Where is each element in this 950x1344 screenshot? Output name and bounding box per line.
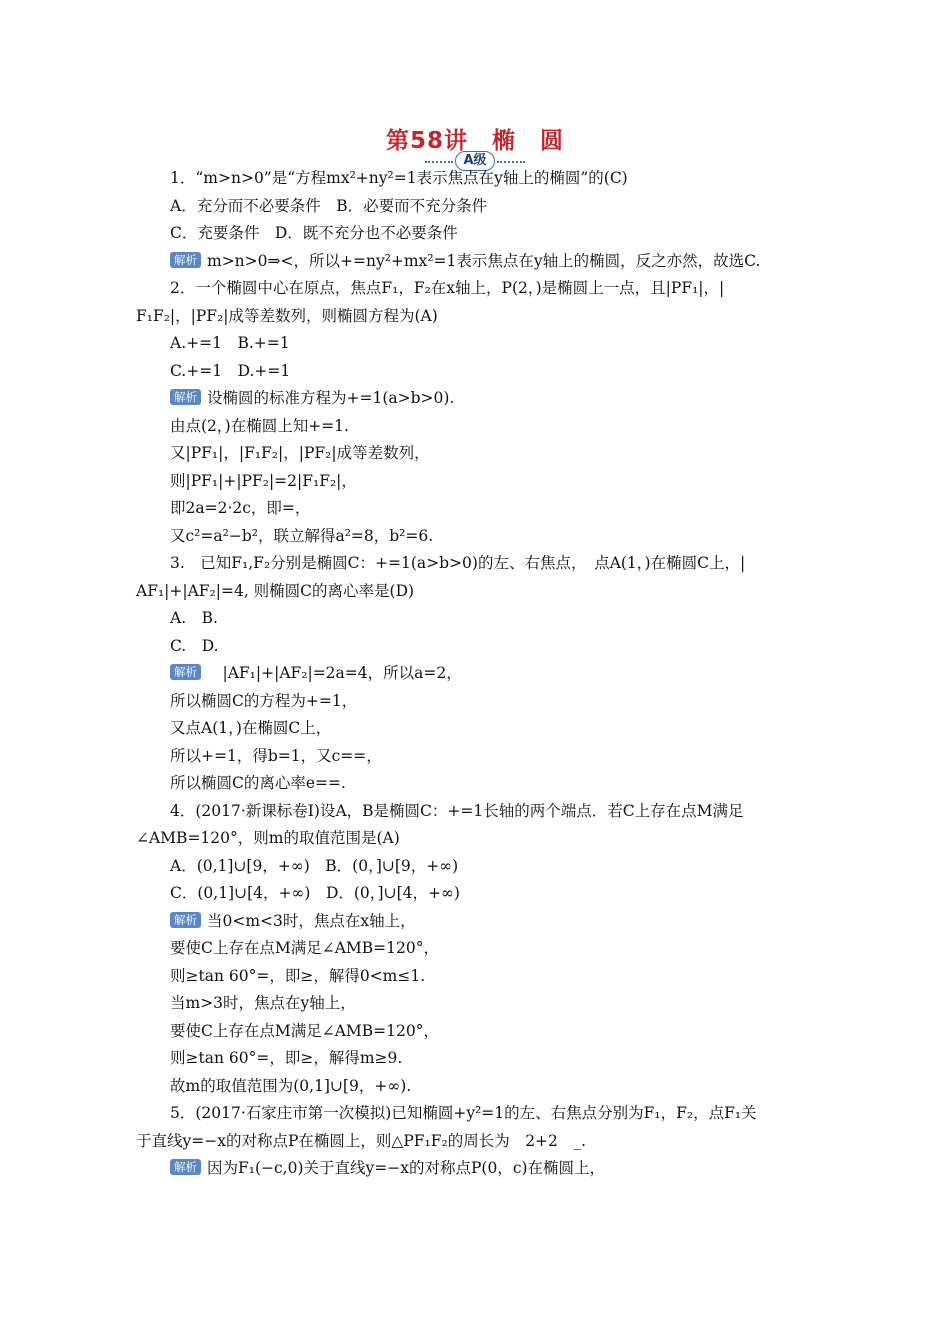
- line-text: 4．(2017·新课标卷Ⅰ)设A，B是椭圆C：+=1长轴的两个端点．若C上存在点M满足: [170, 801, 744, 820]
- line-text: 则|PF₁|+|PF₂|=2|F₁F₂|，: [170, 471, 357, 490]
- line-text: ∠AMB=120°，则m的取值范围是(A): [136, 829, 400, 847]
- text-line: [136, 304, 438, 328]
- line-text: 当m>3时，焦点在y轴上，: [170, 994, 356, 1012]
- text-line: [170, 414, 349, 438]
- text-line: [170, 1019, 439, 1043]
- line-text: 因为F₁(−c,0)关于直线y=−x的对称点P(0，c)在椭圆上，: [207, 1159, 606, 1177]
- dotted-divider-right: [497, 161, 525, 165]
- line-text: m>n>0⇒<，所以+=ny²+mx²=1表示焦点在y轴上的椭圆，反之亦然，故选C.: [207, 251, 761, 270]
- text-line: [170, 221, 458, 245]
- analysis-line: [170, 909, 416, 933]
- line-text: 则≥tan 60°=，即≥，解得m≥9.: [170, 1049, 403, 1067]
- line-text: |AF₁|+|AF₂|=2a=4，所以a=2，: [207, 664, 462, 682]
- line-text: 于直线y=−x的对称点P在椭圆上，则△PF₁F₂的周长为 2+2 _.: [136, 1131, 587, 1150]
- text-line: [170, 606, 218, 630]
- line-text: 又|PF₁|，|F₁F₂|，|PF₂|成等差数列，: [170, 444, 430, 462]
- text-line: [170, 689, 357, 713]
- text-line: [170, 854, 458, 878]
- line-text: 5．(2017·石家庄市第一次模拟)已知椭圆+y²=1的左、右焦点分别为F₁，F₂，点F₁关: [170, 1104, 757, 1122]
- line-text: 由点(2，)在椭圆上知+=1.: [170, 416, 349, 435]
- text-line: [136, 826, 400, 850]
- text-line: [170, 1046, 402, 1070]
- line-text: 又点A(1，)在椭圆C上，: [170, 719, 332, 737]
- line-text: A．(0,1]∪[9，+∞) B．(0，]∪[9，+∞): [170, 856, 459, 875]
- line-text: 设椭圆的标准方程为+=1(a>b>0).: [207, 389, 455, 407]
- line-text: 所以椭圆C的方程为+=1，: [170, 691, 358, 710]
- line-text: C. D.: [170, 636, 219, 655]
- line-text: 又c²=a²−b²，联立解得a²=8，b²=6.: [170, 526, 434, 545]
- line-text: AF₁|+|AF₂|=4, 则椭圆C的离心率是(D): [136, 581, 415, 600]
- line-text: 要使C上存在点M满足∠AMB=120°，: [170, 939, 439, 957]
- text-line: [170, 936, 439, 960]
- line-text: 即2a=2·2c，即=，: [170, 499, 311, 517]
- text-line: [170, 551, 745, 575]
- line-text: 2．一个椭圆中心在原点，焦点F₁，F₂在x轴上，P(2，)是椭圆上一点，且|PF₁|，|: [170, 279, 725, 297]
- text-line: [170, 469, 357, 493]
- text-line: [136, 579, 414, 603]
- line-text: F₁F₂|，|PF₂|成等差数列，则椭圆方程为(A): [136, 306, 438, 325]
- line-text: 1．“m>n>0”是“方程mx²+ny²=1表示焦点在y轴上的椭圆”的(C): [170, 169, 628, 187]
- text-line: [170, 1101, 757, 1125]
- text-line: [170, 276, 724, 300]
- text-line: [170, 331, 290, 355]
- analysis-tag: 解析: [170, 252, 201, 268]
- level-badge: A级: [455, 151, 495, 171]
- text-line: [170, 359, 290, 383]
- line-text: C．充要条件 D．既不充分也不必要条件: [170, 224, 458, 242]
- text-line: [170, 441, 430, 465]
- line-text: 所以椭圆C的离心率e==.: [170, 774, 346, 792]
- text-line: [170, 799, 743, 823]
- text-line: [170, 1074, 411, 1098]
- text-line: [170, 716, 331, 740]
- text-line: [170, 991, 356, 1015]
- text-line: [170, 964, 425, 988]
- text-line: [170, 881, 460, 905]
- line-text: 所以+=1，得b=1，又c==，: [170, 746, 382, 765]
- text-line: [136, 1129, 586, 1153]
- line-text: C.+=1 D.+=1: [170, 361, 291, 380]
- page-title: 第58讲 椭 圆: [385, 128, 564, 154]
- line-text: A. B.: [170, 609, 218, 627]
- analysis-tag: 解析: [170, 912, 201, 928]
- line-text: 要使C上存在点M满足∠AMB=120°，: [170, 1021, 439, 1040]
- analysis-line: [170, 661, 462, 685]
- text-line: [170, 771, 346, 795]
- text-line: [170, 194, 487, 218]
- analysis-line: [170, 1156, 605, 1180]
- text-line: [170, 496, 310, 520]
- line-text: C．(0,1]∪[4，+∞) D．(0，]∪[4，+∞): [170, 884, 460, 902]
- line-text: 当0<m<3时，焦点在x轴上，: [207, 911, 416, 930]
- line-text: 则≥tan 60°=，即≥，解得0<m≤1.: [170, 966, 426, 985]
- line-text: A.+=1 B.+=1: [170, 334, 290, 352]
- analysis-line: [170, 386, 454, 410]
- text-line: [170, 744, 382, 768]
- analysis-line: [170, 249, 760, 273]
- dotted-divider-left: [425, 161, 453, 165]
- text-line: [170, 634, 219, 658]
- line-text: 3. 已知F₁,F₂分别是椭圆C：+=1(a>b>0)的左、右焦点， 点A(1，)在椭圆C上，|: [170, 554, 746, 572]
- analysis-tag: 解析: [170, 664, 201, 680]
- analysis-tag: 解析: [170, 389, 201, 405]
- analysis-tag: 解析: [170, 1159, 201, 1175]
- text-line: [170, 524, 433, 548]
- line-text: 故m的取值范围为(0,1]∪[9，+∞).: [170, 1076, 412, 1095]
- line-text: A．充分而不必要条件 B．必要而不充分条件: [170, 196, 488, 215]
- text-line: [170, 166, 628, 190]
